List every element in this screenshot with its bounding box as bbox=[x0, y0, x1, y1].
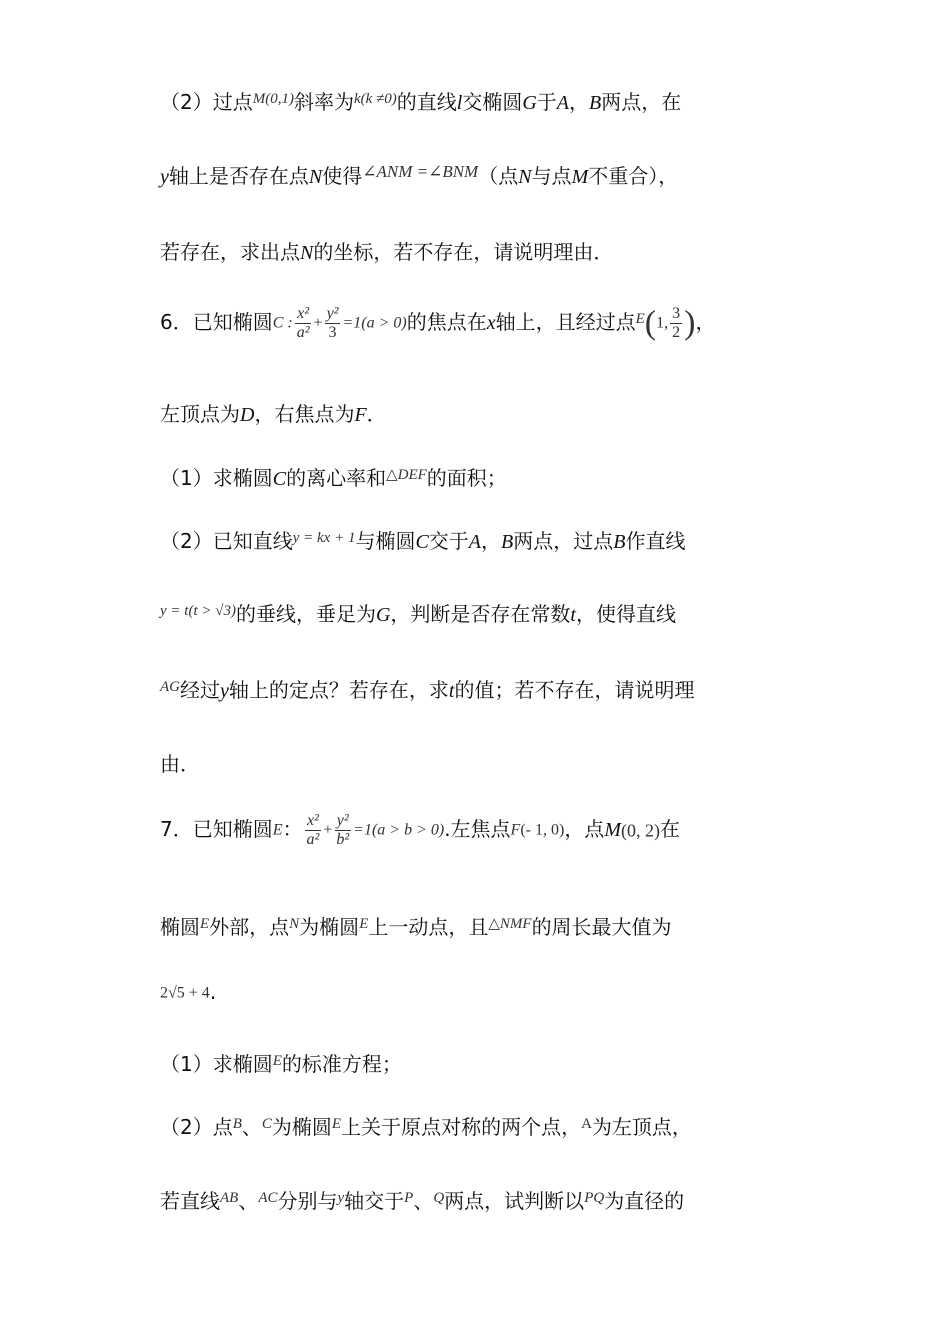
text: ，判断是否存在常数 bbox=[390, 602, 571, 626]
math-var: F bbox=[354, 404, 367, 426]
text: ， bbox=[695, 310, 716, 334]
text: 的焦点在 bbox=[406, 310, 487, 334]
text: ，使得直线 bbox=[575, 602, 676, 626]
fraction-denominator: a² bbox=[296, 324, 310, 341]
text: 交于 bbox=[428, 529, 469, 553]
text: 的离心率和 bbox=[286, 466, 387, 490]
math-segment: AC bbox=[258, 1190, 278, 1206]
text: 轴上，且经过点 bbox=[495, 310, 636, 334]
math-value: 2√5 + 4 bbox=[160, 984, 210, 1002]
math-equation: =1(a > 0) bbox=[342, 314, 407, 332]
math-equation: =1(a > b > 0) bbox=[353, 821, 445, 839]
text: （2）已知直线 bbox=[160, 529, 293, 553]
math-var: y bbox=[337, 1190, 345, 1206]
text: ： bbox=[282, 817, 303, 841]
text: 、 bbox=[413, 1189, 434, 1213]
math-var: N bbox=[289, 916, 300, 932]
text: 在 bbox=[659, 817, 680, 841]
math-var: l bbox=[456, 92, 463, 114]
text: 的值；若不存在，请说明理 bbox=[454, 678, 695, 702]
text: 的周长最大值为 bbox=[531, 915, 672, 939]
fraction-denominator: 3 bbox=[328, 324, 337, 341]
text: （1）求椭圆 bbox=[160, 1052, 273, 1076]
text: . bbox=[209, 980, 217, 1004]
math-var: t bbox=[448, 680, 455, 702]
math-var: Q bbox=[433, 1190, 445, 1206]
fraction-numerator: y² bbox=[326, 305, 339, 322]
math-var: D bbox=[240, 404, 255, 426]
math-fraction bbox=[325, 305, 341, 342]
math-fraction bbox=[334, 812, 351, 849]
math-var: B bbox=[501, 531, 514, 553]
math-var: E bbox=[272, 821, 283, 839]
text: 为椭圆 bbox=[271, 1115, 332, 1139]
text: 若直线 bbox=[160, 1189, 220, 1213]
math-point: (0, 2) bbox=[620, 820, 660, 841]
text-line-5 bbox=[160, 400, 800, 429]
text: 于 bbox=[536, 90, 557, 114]
text: 为直径的 bbox=[604, 1189, 685, 1213]
text: 由． bbox=[160, 752, 200, 776]
text-line-4 bbox=[160, 300, 800, 344]
text: 与椭圆 bbox=[355, 529, 416, 553]
text: 、 bbox=[241, 1115, 262, 1139]
right-paren: ) bbox=[684, 304, 696, 342]
text: 左顶点为 bbox=[160, 402, 240, 426]
text-line-10 bbox=[160, 750, 800, 778]
math-segment: AB bbox=[220, 1190, 239, 1206]
text-line-7 bbox=[160, 527, 800, 558]
text-line-9 bbox=[160, 676, 800, 707]
math-op: + bbox=[313, 314, 323, 332]
text-line-12 bbox=[160, 913, 800, 944]
text: 的垂线，垂足为 bbox=[235, 602, 376, 626]
math-var: B bbox=[589, 92, 602, 114]
text: 使得 bbox=[322, 164, 363, 188]
text-line-16 bbox=[160, 1187, 800, 1218]
text: ， bbox=[569, 90, 590, 114]
text: 7．已知椭圆 bbox=[160, 817, 273, 841]
math-var: B bbox=[613, 531, 626, 553]
math-var: G bbox=[375, 604, 391, 626]
math-point: (- 1, 0) bbox=[520, 821, 565, 839]
text: 不重合）， bbox=[588, 164, 679, 188]
math-equation: y = kx + 1 bbox=[292, 530, 356, 546]
text: 两点，在 bbox=[601, 90, 682, 114]
text: （1）求椭圆 bbox=[160, 466, 273, 490]
left-paren: ( bbox=[644, 304, 657, 342]
math-fraction bbox=[305, 812, 322, 849]
text: 经过 bbox=[180, 678, 220, 702]
text-line-6 bbox=[160, 464, 800, 495]
text: 的直线 bbox=[396, 90, 457, 114]
math-equation: y = t(t > √3) bbox=[160, 603, 236, 619]
math-var: C bbox=[261, 1116, 272, 1132]
fraction-denominator: b² bbox=[336, 831, 350, 848]
math-var: E bbox=[359, 916, 369, 932]
text-line-15 bbox=[160, 1113, 800, 1144]
text: 两点，过点 bbox=[513, 529, 614, 553]
text: （点 bbox=[478, 164, 519, 188]
math-var: C bbox=[415, 531, 429, 553]
math-var: A bbox=[468, 531, 482, 553]
text: 椭圆 bbox=[160, 915, 200, 939]
math-var: C bbox=[272, 468, 287, 490]
fraction-numerator: x² bbox=[297, 305, 310, 322]
math-var: E bbox=[331, 1116, 342, 1132]
text-line-13 bbox=[160, 978, 800, 1008]
text-line-14 bbox=[160, 1050, 800, 1081]
fraction-numerator: y² bbox=[336, 812, 349, 829]
text: 6．已知椭圆 bbox=[160, 310, 273, 334]
math-number: 1, bbox=[656, 314, 669, 332]
text: 轴交于 bbox=[344, 1189, 405, 1213]
text-line-11 bbox=[160, 806, 800, 852]
math-fraction bbox=[670, 305, 682, 342]
text: 的面积； bbox=[426, 466, 507, 490]
math-segment: AG bbox=[160, 679, 180, 695]
text: 斜率为 bbox=[293, 90, 354, 114]
text: 轴上是否存在点 bbox=[168, 164, 309, 188]
text: 上一动点，且 bbox=[368, 915, 489, 939]
math-var: M bbox=[604, 819, 621, 841]
math-point-m: M(0,1) bbox=[252, 91, 294, 107]
math-segment: PQ bbox=[584, 1190, 605, 1206]
text: 为椭圆 bbox=[299, 915, 360, 939]
math-var: C : bbox=[272, 314, 293, 332]
text-line-8 bbox=[160, 600, 800, 631]
text: 、 bbox=[238, 1189, 259, 1213]
math-fraction bbox=[295, 305, 312, 342]
math-var: A bbox=[556, 92, 570, 114]
math-var: y bbox=[220, 680, 229, 702]
math-var: y bbox=[160, 166, 169, 188]
math-var: t bbox=[570, 604, 576, 626]
math-var: E bbox=[200, 916, 210, 932]
text: 为左顶点， bbox=[591, 1115, 692, 1139]
text: 的坐标，若不存在，请说明理由． bbox=[313, 240, 614, 264]
math-var: N bbox=[300, 242, 314, 264]
math-angle: ∠ANM =∠BNM bbox=[362, 162, 479, 181]
math-var: P bbox=[404, 1190, 414, 1206]
text-line-1 bbox=[160, 88, 800, 119]
math-var: B bbox=[232, 1116, 242, 1132]
math-var: N bbox=[518, 166, 532, 188]
math-slope: k(k ≠0) bbox=[353, 91, 397, 107]
fraction-numerator: x² bbox=[306, 812, 319, 829]
text: 分别与 bbox=[277, 1189, 338, 1213]
text: ，点 bbox=[564, 817, 605, 841]
math-var: G bbox=[522, 92, 537, 114]
math-triangle: △DEF bbox=[386, 467, 427, 483]
math-var: E bbox=[272, 1053, 282, 1069]
text-line-3 bbox=[160, 238, 800, 267]
text: ． bbox=[366, 402, 387, 426]
text-line-2 bbox=[160, 162, 800, 192]
text: 外部，点 bbox=[209, 915, 290, 939]
text: （2）点 bbox=[160, 1115, 233, 1139]
math-var: M bbox=[571, 166, 589, 188]
text: 轴上的定点？若存在，求 bbox=[228, 678, 449, 702]
text: .左焦点 bbox=[444, 817, 511, 841]
math-var: x bbox=[486, 312, 496, 334]
math-var: N bbox=[308, 166, 323, 188]
text: 作直线 bbox=[625, 529, 686, 553]
fraction-numerator: 3 bbox=[672, 305, 681, 322]
text: ， bbox=[481, 529, 502, 553]
fraction-denominator: 2 bbox=[672, 324, 681, 341]
text: ，右焦点为 bbox=[254, 402, 355, 426]
text: 与点 bbox=[531, 164, 572, 188]
text: 若存在，求出点 bbox=[160, 240, 300, 264]
text: （2）过点 bbox=[160, 90, 253, 114]
text: 的标准方程； bbox=[281, 1052, 402, 1076]
math-op: + bbox=[323, 821, 333, 839]
fraction-denominator: a² bbox=[306, 831, 320, 848]
text: 上关于原点对称的两个点， bbox=[341, 1115, 582, 1139]
math-var: A bbox=[581, 1116, 592, 1132]
math-triangle: △NMF bbox=[488, 916, 532, 932]
math-var: F bbox=[510, 821, 521, 839]
math-var: E bbox=[635, 311, 645, 327]
text: 两点，试判断以 bbox=[444, 1189, 585, 1213]
text: 交椭圆 bbox=[462, 90, 523, 114]
